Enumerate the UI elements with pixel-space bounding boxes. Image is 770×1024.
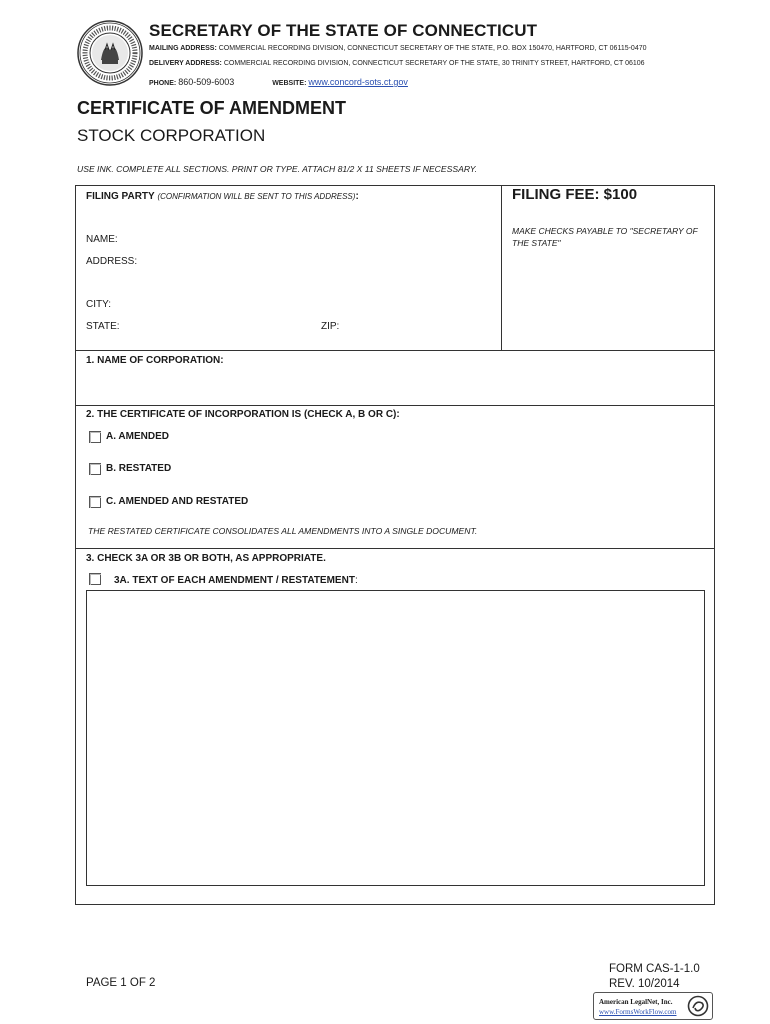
option-3a-text: 3A. TEXT OF EACH AMENDMENT / RESTATEMENT — [114, 575, 355, 586]
filing-fee: FILING FEE: $100 — [512, 186, 638, 203]
option-b-checkbox[interactable] — [89, 463, 101, 475]
option-b-label: B. RESTATED — [106, 463, 172, 474]
filing-party-divider — [501, 185, 502, 350]
form-id: FORM CAS-1-1.0 — [609, 963, 700, 975]
option-3a-colon: : — [354, 575, 358, 586]
publisher-url[interactable]: www.FormsWorkFlow.com — [599, 1008, 677, 1016]
section-divider-2 — [75, 405, 715, 406]
publisher-logo[interactable] — [593, 992, 713, 1020]
page-number: PAGE 1 OF 2 — [86, 977, 156, 989]
website-link[interactable]: www.concord-sots.ct.gov — [308, 77, 408, 87]
form-revision: REV. 10/2014 — [609, 978, 680, 990]
restated-note: THE RESTATED CERTIFICATE CONSOLIDATES ALL AMENDMENTS INTO A SINGLE DOCUMENT. — [88, 526, 478, 536]
zip-field[interactable]: ZIP: — [321, 321, 340, 332]
section-2-heading: 2. THE CERTIFICATE OF INCORPORATION IS (CHECK A, B OR C): — [86, 409, 400, 420]
option-c-label: C. AMENDED AND RESTATED — [106, 496, 249, 507]
option-a-label: A. AMENDED — [106, 431, 169, 442]
form-id-block — [609, 962, 700, 992]
website-label: WEBSITE: — [272, 80, 307, 87]
mailing-address — [149, 45, 647, 52]
corporation-name-field[interactable]: 1. NAME OF CORPORATION: — [86, 355, 224, 366]
agency-title: SECRETARY OF THE STATE OF CONNECTICUT — [149, 21, 538, 40]
contact-line — [149, 77, 408, 87]
mailing-address-label: MAILING ADDRESS: — [149, 45, 217, 52]
delivery-address-value: COMMERCIAL RECORDING DIVISION, CONNECTICUT SECRETARY OF THE STATE, 30 TRINITY STREET, HARTFORD, CT 06106 — [223, 60, 645, 67]
phone-label: PHONE: — [149, 80, 177, 87]
city-field[interactable]: CITY: — [86, 299, 112, 310]
filing-party-heading — [86, 191, 359, 202]
mailing-address-value: COMMERCIAL RECORDING DIVISION, CONNECTICUT SECRETARY OF THE STATE, P.O. BOX 150470, HARTFORD, CT 06115-0470 — [218, 45, 647, 52]
option-3a-checkbox[interactable] — [89, 573, 101, 585]
option-c-checkbox[interactable] — [89, 496, 101, 508]
fee-payable-note: MAKE CHECKS PAYABLE TO "SECRETARY OF THE STATE" — [512, 226, 698, 248]
state-seal-icon — [77, 20, 143, 86]
instructions: USE INK. COMPLETE ALL SECTIONS. PRINT OR TYPE. ATTACH 81/2 X 11 SHEETS IF NECESSARY. — [77, 164, 478, 174]
filing-party-label: FILING PARTY — [86, 191, 155, 202]
filing-party-colon: : — [355, 191, 359, 202]
phone-value: 860-509-6003 — [178, 77, 235, 87]
publisher-name: American LegalNet, Inc. — [599, 998, 673, 1006]
name-field[interactable]: NAME: — [86, 234, 118, 245]
state-field[interactable]: STATE: — [86, 321, 120, 332]
address-field[interactable]: ADDRESS: — [86, 256, 138, 267]
document-subtitle: STOCK CORPORATION — [77, 126, 266, 145]
option-3a-label — [114, 575, 358, 586]
section-3-heading: 3. CHECK 3A OR 3B OR BOTH, AS APPROPRIATE. — [86, 553, 326, 564]
delivery-address — [149, 60, 645, 67]
swirl-logo-icon — [687, 995, 709, 1017]
filing-party-note: (CONFIRMATION WILL BE SENT TO THIS ADDRESS) — [157, 192, 356, 201]
option-a-checkbox[interactable] — [89, 431, 101, 443]
amendment-text-field[interactable] — [86, 590, 705, 886]
section-divider-3 — [75, 548, 715, 549]
document-title: CERTIFICATE OF AMENDMENT — [77, 98, 346, 118]
section-divider-1 — [75, 350, 715, 351]
delivery-address-label: DELIVERY ADDRESS: — [149, 60, 222, 67]
